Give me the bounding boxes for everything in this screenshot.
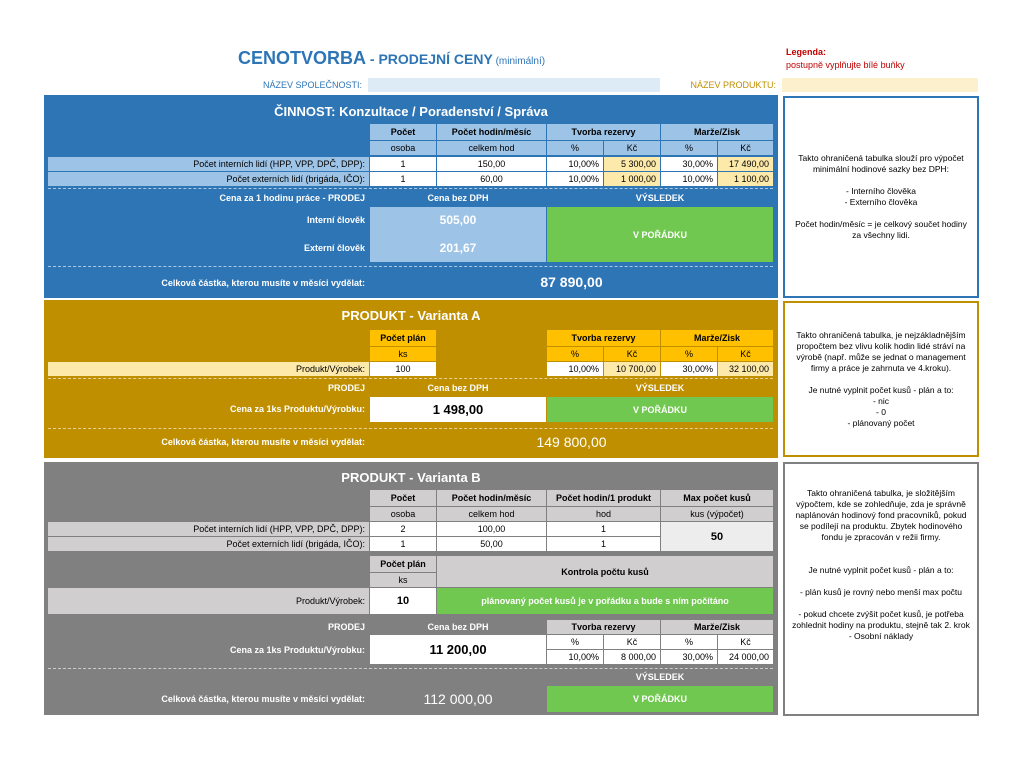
s1-internal-value: 505,00 (439, 213, 477, 227)
s2-total-label: Celková částka, kterou musíte v měsíci vydělat: (161, 437, 365, 447)
s1-row1-hours[interactable]: 150,00 (437, 157, 546, 171)
s3-col-hpp-unit: hod (547, 507, 660, 521)
s3-col-max: Max počet kusů (661, 490, 773, 506)
s3-mpct[interactable]: 30,00% (661, 650, 717, 664)
s1-total-label: Celková částka, kterou musíte v měsíci vydělat: (161, 278, 365, 288)
s3-result-col: VÝSLEDEK (635, 672, 685, 682)
s3-row1-count[interactable]: 2 (370, 522, 436, 536)
note-varianta-a: Takto ohraničená tabulka, je nejzákladnějším propočtem bez vlivu kolik hodin lidé stráví na výrobě (např. může se jednat o management firmy a práce je zahrnuta ve 4.kroku). Je nutné vyplnit počet kusů - plán a to: - nic - 0 - plánovaný počet (783, 301, 979, 457)
s3-col-max-unit: kus (výpočet) (661, 507, 773, 521)
s1-row2-label: Počet externích lidí (brigáda, IČO): (48, 172, 369, 186)
s1-row2-rpct[interactable]: 10,00% (547, 172, 603, 186)
s3-row1-hpp[interactable]: 1 (547, 522, 660, 536)
s2-pct-1: % (547, 347, 603, 361)
s2-row-rkc: 10 700,00 (604, 362, 660, 376)
s2-row-label: Produkt/Výrobek: (48, 362, 369, 376)
s2-kc-2: Kč (718, 347, 773, 361)
s3-prod-value[interactable]: 10 (370, 588, 436, 614)
s3-max-value: 50 (661, 522, 773, 551)
s3-kc-2: Kč (718, 635, 773, 649)
s3-col-hours-unit: celkem hod (437, 507, 546, 521)
s3-col-reserve: Tvorba rezervy (547, 620, 660, 634)
s1-row2-mkc: 1 100,00 (718, 172, 773, 186)
note-cinnost: Takto ohraničená tabulka slouží pro výpočet minimální hodinové sazky bez DPH: - Interního člověka - Externího člověka Počet hodin/měsíc = je celkový součet hodiny za všechny lidi. (783, 96, 979, 298)
company-label: NÁZEV SPOLEČNOSTI: (262, 80, 362, 90)
s3-col-count-unit: osoba (370, 507, 436, 521)
s3-check-msg: plánovaný počet kusů je v pořádku a bude s ním počítáno (437, 588, 773, 614)
s1-col-count-unit: osoba (370, 141, 436, 155)
s1-row1-label: Počet interních lidí (HPP, VPP, DPČ, DPP): (48, 157, 369, 171)
legend-text: postupně vyplňujte bílé buňky (786, 60, 905, 70)
s2-unit-label: Cena za 1ks Produktu/Výrobku: (229, 404, 365, 414)
title-sub: - PRODEJNÍ CENY (366, 51, 493, 67)
s3-sell-label: PRODEJ (327, 622, 365, 632)
s2-col-margin: Marže/Zisk (661, 330, 773, 346)
s3-row1-label: Počet interních lidí (HPP, VPP, DPČ, DPP): (48, 522, 369, 536)
s3-col-hpp: Počet hodin/1 produkt (547, 490, 660, 506)
section-cinnost-title: ČINNOST: Konzultace / Poradenství / Správa (274, 103, 548, 119)
s1-row1-rpct[interactable]: 10,00% (547, 157, 603, 171)
s1-kc-2: Kč (718, 141, 773, 155)
s1-external-label: Externí člověk (303, 243, 365, 253)
s1-kc-1: Kč (604, 141, 660, 155)
s1-status: V POŘÁDKU (547, 207, 773, 262)
s1-col-count: Počet (370, 124, 436, 140)
s1-col-hours: Počet hodin/měsíc (437, 124, 546, 140)
s3-mkc: 24 000,00 (718, 650, 773, 664)
legend-title: Legenda: (786, 47, 827, 57)
section-varianta-a-title: PRODUKT - Varianta A (341, 307, 481, 323)
s3-unit-label: Cena za 1ks Produktu/Výrobku: (229, 645, 365, 655)
page-title (238, 48, 545, 69)
s2-col-reserve: Tvorba rezervy (547, 330, 660, 346)
s2-row-rpct[interactable]: 10,00% (547, 362, 603, 376)
s2-unit-value: 1 498,00 (370, 397, 546, 422)
s1-row2-hours[interactable]: 60,00 (437, 172, 546, 186)
title-min: (minimální) (492, 56, 546, 67)
company-input[interactable] (368, 78, 660, 92)
s1-price-col: Cena bez DPH (427, 193, 489, 203)
s3-prod-label: Produkt/Výrobek: (48, 588, 369, 614)
s2-total-value: 149 800,00 (536, 434, 607, 450)
s1-row1-count[interactable]: 1 (370, 157, 436, 171)
s3-col-hours: Počet hodin/měsíc (437, 490, 546, 506)
s3-total-label: Celková částka, kterou musíte v měsíci vydělat: (161, 694, 365, 704)
section-varianta-b-title: PRODUKT - Varianta B (341, 469, 481, 485)
s1-row1-mkc: 17 490,00 (718, 157, 773, 171)
s1-row2-count[interactable]: 1 (370, 172, 436, 186)
s3-pct-1: % (547, 635, 603, 649)
s3-price-col: Cena bez DPH (427, 622, 489, 632)
s2-price-col: Cena bez DPH (427, 383, 489, 393)
s3-unit-value: 11 200,00 (370, 635, 546, 664)
s3-col-count: Počet (370, 490, 436, 506)
s1-col-hours-unit: celkem hod (437, 141, 546, 155)
s1-total-value: 87 890,00 (540, 274, 603, 290)
s3-row2-label: Počet externích lidí (brigáda, IČO): (48, 537, 369, 551)
s3-row1-hours[interactable]: 100,00 (437, 522, 546, 536)
s3-col-plan-unit: ks (370, 573, 436, 587)
s2-result-col: VÝSLEDEK (635, 383, 685, 393)
s1-pct-1: % (547, 141, 603, 155)
s1-price-label: Cena za 1 hodinu práce - PRODEJ (219, 193, 365, 203)
s2-kc-1: Kč (604, 347, 660, 361)
s2-status: V POŘÁDKU (547, 397, 773, 422)
s3-row2-count[interactable]: 1 (370, 537, 436, 551)
s2-pct-2: % (661, 347, 717, 361)
s3-status: V POŘÁDKU (547, 686, 773, 712)
s1-internal-label: Interní člověk (306, 215, 365, 225)
s1-row1-mpct[interactable]: 30,00% (661, 157, 717, 171)
s1-external-value: 201,67 (439, 241, 477, 255)
s3-check-col: Kontrola počtu kusů (437, 556, 773, 587)
s1-pct-2: % (661, 141, 717, 155)
s1-row1-rkc: 5 300,00 (604, 157, 660, 171)
s3-rpct[interactable]: 10,00% (547, 650, 603, 664)
s3-col-plan: Počet plán (370, 556, 436, 572)
s3-row2-hours[interactable]: 50,00 (437, 537, 546, 551)
s3-pct-2: % (661, 635, 717, 649)
s2-row-mkc: 32 100,00 (718, 362, 773, 376)
s3-row2-hpp[interactable]: 1 (547, 537, 660, 551)
product-input[interactable] (782, 78, 978, 92)
s1-col-reserve: Tvorba rezervy (547, 124, 660, 140)
note-varianta-b: Takto ohraničená tabulka, je složitějším výpočtem, kde se zohledňuje, zda je správně naplánován hodinový fond pracovníků, pokud se podílejí na produktu. Zbytek hodinového fondu je zpracován v režii firmy. Je nutné vyplnit počet kusů - plán a to: - plán kusů je rovný nebo menší max počtu - pokud chcete zvýšit počet kusů, je potřeba zohlednit hodiny na produktu, stejně tak 2. krok - Osobní náklady (783, 462, 979, 716)
s2-sell-label: PRODEJ (327, 383, 365, 393)
s3-rkc: 8 000,00 (604, 650, 660, 664)
s1-row2-rkc: 1 000,00 (604, 172, 660, 186)
s2-row-mpct[interactable]: 30,00% (661, 362, 717, 376)
s3-col-margin: Marže/Zisk (661, 620, 773, 634)
s1-result-col: VÝSLEDEK (635, 193, 685, 203)
s2-col-plan-unit: ks (370, 347, 436, 361)
title-main: CENOTVORBA (238, 48, 367, 68)
s3-kc-1: Kč (604, 635, 660, 649)
s1-col-margin: Marže/Zisk (661, 124, 773, 140)
product-label: NÁZEV PRODUKTU: (690, 80, 776, 90)
s2-col-plan: Počet plán (370, 330, 436, 346)
s3-total-value: 112 000,00 (423, 691, 493, 707)
s2-row-plan[interactable]: 100 (370, 362, 436, 376)
s1-row2-mpct[interactable]: 10,00% (661, 172, 717, 186)
